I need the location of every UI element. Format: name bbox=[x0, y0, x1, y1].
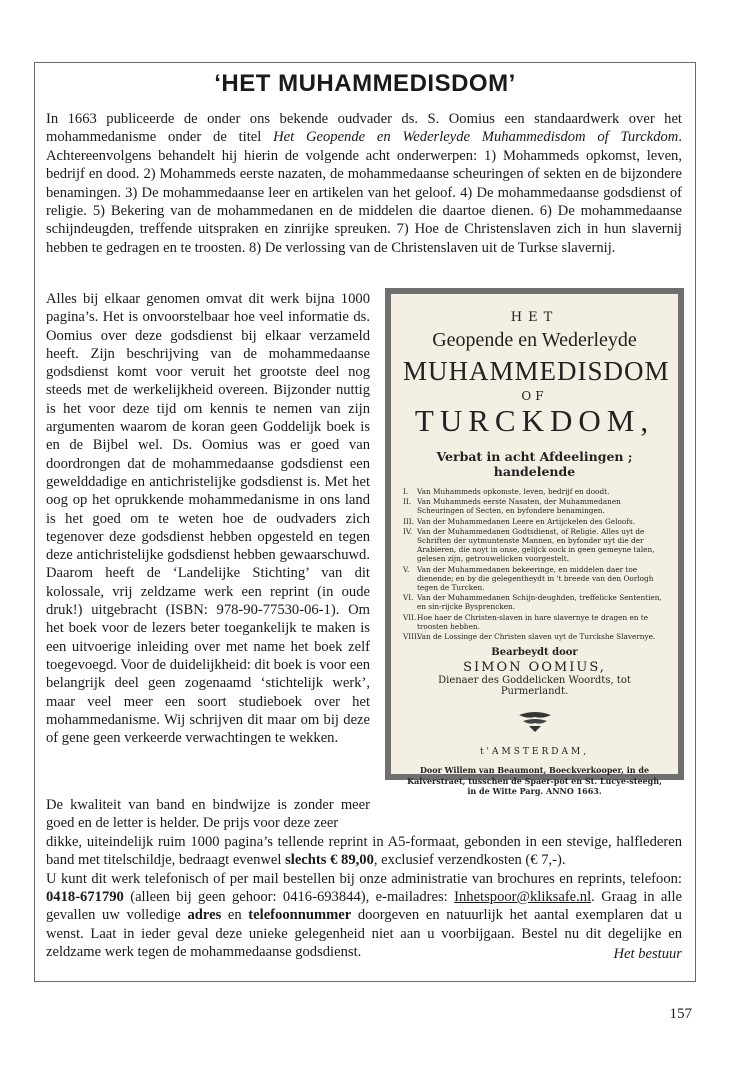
price-paragraph: dikke, uiteindelijk ruim 1000 pagina’s tellende reprint in A5-formaat, gebonden in een stevige, halflederen band met titelschildje, bedraagt evenwel slechts € 89,00, exclusief verzendkosten (€ 7,-). bbox=[46, 833, 682, 869]
fac-chapter-item: V. Van der Muhammedanen bekeeringe, en middelen daer toe dienende; en by die gelegentheydt in 't breede van den Oorlogh tegen de Turcken. bbox=[403, 564, 654, 593]
fac-chapter-item: VIII. Van de Lossinge der Christen slaven uyt de Turckshe Slavernye. bbox=[403, 632, 656, 642]
email-link[interactable]: Inhetspoor@kliksafe.nl bbox=[454, 889, 592, 906]
fac-subtitle: Geopende en Wederleyde bbox=[432, 329, 637, 351]
quality-text: De kwaliteit van band en bindwijze is zonder meer goed en de letter is helder. De prijs voor deze zeer bbox=[46, 797, 370, 832]
page-number: 157 bbox=[669, 1006, 692, 1022]
fac-author: SIMON OOMIUS, bbox=[463, 660, 606, 676]
fac-het: HET bbox=[510, 310, 559, 325]
fac-author-role: Dienaer des Goddelicken Woordts, tot Purmerlandt. bbox=[438, 675, 631, 698]
body-column-text: Alles bij elkaar genomen omvat dit werk bijna 1000 pagina’s. Het is onvoorstelbaar hoe veel informatie ds. Oomius over deze godsdienst bij elkaar verzameld heeft. Zijn beschrijving van de mohammedaanse godsdienst komt voor veruit het grootste deel nog steeds met de werkelijkheid overeen. Bijzonder nuttig is het voor deze tijd om kennis te nemen van zijn argumenten waarom de koran geen Goddelijk boek is en de Bijbel wel. Ds. Oomius was er goed van doordrongen dat de mohammedaanse godsdienst een gewelddadige en antichristelijke godsdienst is. Met het oog op het oprukkende mohammedanisme in ons land is het goed om te weten hoe de oudvaders zich tegenover deze godsdienst hebben opgesteld en tegen deze antichristelijke godsdienst hebben gewaarschuwd. Daarom heeft de ‘Landelijke Stichting’ van dit kolossale, vrij zeldzame werk een reprint (in oude druk!) uitgebracht (ISBN: 978-90-77530-06-1). Om het boek voor de lezers beter toegankelijk te maken is een uitvoerige inleiding over met name het boek zelf toegevoegd. Voor de duidelijkheid: dit boek is voor een belangrijk deel geen zogenaamd ‘stichtelijk werk’, maar veel meer een soort studieboek over het mohammedanisme. Wij schrijven dit maar om bij deze of gene geen verkeerde verwachtingen te wekken. bbox=[46, 291, 370, 747]
fac-verdeling: Verbat in acht Afdeelingen ; handelende bbox=[436, 449, 633, 479]
intro-text-b: . Achtereenvolgens behandelt hij hierin de volgende acht onderwerpen: 1) Mohammeds opkomst, leven, bedrijf en dood. 2) Mohammeds eerste nazaten, de mohammedaanse scheuringen of sekten en de bijzondere benamingen. 3) De mohammedaanse leer en artikelen van het geloof. 4) De mohammedaanse godsdienst of religie. 5) Bekering van de mohammedanen en de middelen die daartoe dienen. 6) De mohammedaanse schijndeugden, treffende uitspraken en zinrijke spreuken. 7) Hoe de Christenslaven zich in hun slavernij hebben te gedragen en te troosten. 8) De verlossing van de Christenslaven uit de Turkse slavernij. bbox=[46, 129, 682, 256]
signature: Het bestuur bbox=[613, 946, 682, 962]
bottom-text-block bbox=[46, 796, 682, 962]
adres-bold: adres bbox=[187, 907, 222, 924]
fac-publisher: Door Willem van Beaumont, Boeckverkooper, in de Kalverstraet, tusschen de Spaer-pot en St. Lucye-steegh, in de Witte Parg. ANNO 1663. bbox=[407, 765, 662, 797]
fac-muhammedisdom: MUHAMMEDISDOM bbox=[403, 356, 670, 386]
book-title-italic: Het Geopende en Wederleyde Muhammedisdom of Turckdom bbox=[273, 129, 679, 146]
fac-chapter-item: I. Van Muhammeds opkomste, leven, bedrijf en doodt. bbox=[403, 487, 610, 496]
intro-text-a: In 1663 publiceerde de onder ons bekende oudvader ds. S. Oomius een standaardwerk over het mohammedanisme onder de titel bbox=[46, 111, 682, 146]
fac-chapter-item: VI. Van der Muhammedanen Schijn-deughden, treffelicke Sententien, en sin-rijcke Bysprencken. bbox=[403, 593, 662, 612]
fac-place: t'AMSTERDAM, bbox=[479, 747, 590, 758]
intro-paragraph bbox=[46, 110, 682, 257]
fac-chapter-list bbox=[403, 487, 666, 641]
fac-chapter-item: II. Van Muhammeds eerste Nasaten, der Muhammedanen Scheuringen of Secten, en byfondere benamingen. bbox=[403, 497, 621, 516]
telefoonnummer-bold: telefoonnummer bbox=[248, 907, 352, 924]
fac-of: OF bbox=[521, 389, 548, 403]
phone-number: 0418-671790 bbox=[46, 889, 124, 906]
fac-bewerkt: Bearbeydt door bbox=[491, 647, 578, 659]
printer-ornament-icon bbox=[515, 711, 555, 733]
title-page-facsimile bbox=[385, 288, 684, 797]
fac-turckdom: TURCKDOM, bbox=[414, 403, 655, 438]
fac-chapter-item: VII. Hoe haer de Christen-slaven in hare slavernye te dragen en te troosten hebben. bbox=[403, 612, 649, 631]
article-title: ‘HET MUHAMMEDISDOM’ bbox=[214, 70, 516, 97]
fac-chapter-item: III. Van der Muhammedanen Leere en Artijckelen des Geloofs. bbox=[403, 516, 636, 526]
price-highlight: slechts € 89,00 bbox=[285, 852, 374, 869]
title-page-paper bbox=[391, 294, 678, 797]
fac-chapter-item: IV. Van der Muhammedanen Godtsdienst, of Religie. Alles uyt de Schriften der uytmuntenste Mannen, en byfonder uyt die der Arabieren, die noyt in onse, gelijck oock in geen gemeyne talen, gelesen zijn, getrouwelicken voorgestelt. bbox=[403, 526, 655, 564]
order-paragraph: U kunt dit werk telefonisch of per mail bestellen bij onze administratie van brochures en reprints, telefoon: 0418-671790 (alleen bij geen gehoor: 0416-693844), e-mailadres: Inhetspoor@kliksafe.nl. Graag in alle gevallen uw volledige adres en telefoonnummer doorgeven en natuurlijk het aantal exemplaren dat u wenst. Laat in ieder geval deze unieke gelegenheid niet aan u voorbijgaan. Bestel nu dit degelijke en zeldzame werk tegen de mohammedaanse godsdienst. bbox=[46, 870, 682, 961]
